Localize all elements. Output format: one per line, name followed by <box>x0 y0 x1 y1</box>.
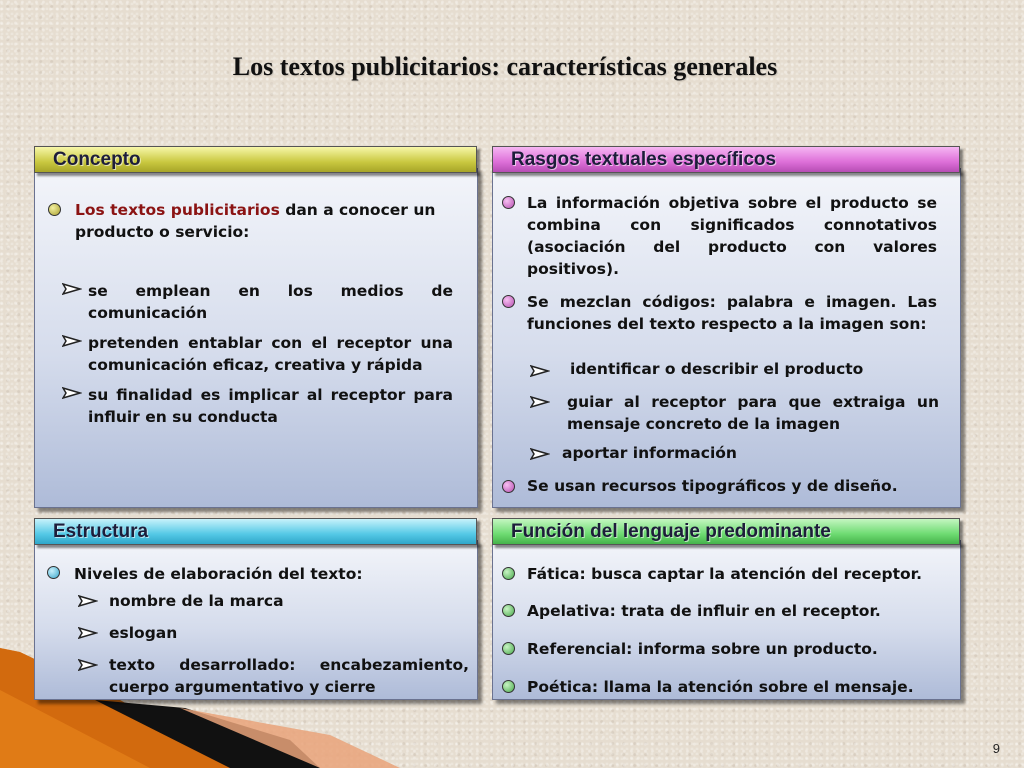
estructura-item: texto desarrollado: encabezamiento, cuerpo argumentativo y cierre <box>109 656 469 696</box>
concepto-item: pretenden entablar con el receptor una comunicación eficaz, creativa y rápida <box>88 334 453 374</box>
bullet-icon <box>502 295 515 308</box>
bullet-icon <box>502 196 515 209</box>
arrow-bullet-icon <box>62 335 82 347</box>
bullet-icon <box>502 604 515 617</box>
arrow-bullet-icon <box>530 448 550 460</box>
concepto-intro-text: dan a conocer un producto o servicio: <box>75 201 436 241</box>
rasgos-paragraph: Se usan recursos tipográficos y de diseño. <box>527 477 898 495</box>
rasgos-subitem: aportar información <box>562 444 737 462</box>
arrow-bullet-icon <box>62 283 82 295</box>
arrow-bullet-icon <box>62 387 82 399</box>
arrow-bullet-icon <box>530 396 550 408</box>
concepto-item: su finalidad es implicar al receptor para influir en su conducta <box>88 386 453 426</box>
rasgos-header: Rasgos textuales específicos <box>492 146 960 173</box>
concepto-intro <box>75 199 457 243</box>
rasgos-subitem: identificar o describir el producto <box>570 360 864 378</box>
funcion-item: Apelativa: trata de influir en el receptor. <box>527 602 881 620</box>
rasgos-subitem: guiar al receptor para que extraiga un mensaje concreto de la imagen <box>567 393 939 433</box>
estructura-item: eslogan <box>109 624 178 642</box>
funcion-item: Poética: llama la atención sobre el mensaje. <box>527 678 914 696</box>
arrow-bullet-icon <box>78 627 98 639</box>
estructura-item: nombre de la marca <box>109 592 284 610</box>
concepto-item: se emplean en los medios de comunicación <box>88 282 453 322</box>
page-title: Los textos publicitarios: características generales <box>232 52 778 81</box>
bullet-icon <box>502 567 515 580</box>
rasgos-paragraph: La información objetiva sobre el producto se combina con significados connotativos (asociación del producto con valores positivos). <box>527 194 937 278</box>
estructura-intro: Niveles de elaboración del texto: <box>74 565 363 583</box>
concepto-header: Concepto <box>34 146 477 173</box>
bullet-icon <box>502 642 515 655</box>
funcion-item: Fática: busca captar la atención del receptor. <box>527 565 922 583</box>
arrow-bullet-icon <box>78 659 98 671</box>
bullet-icon <box>47 566 60 579</box>
arrow-bullet-icon <box>78 595 98 607</box>
bullet-icon <box>502 480 515 493</box>
bullet-icon <box>502 680 515 693</box>
arrow-bullet-icon <box>530 365 550 377</box>
estructura-header: Estructura <box>34 518 477 545</box>
funcion-header: Función del lenguaje predominante <box>492 518 960 545</box>
bullet-icon <box>48 203 61 216</box>
rasgos-paragraph: Se mezclan códigos: palabra e imagen. Las funciones del texto respecto a la imagen son: <box>527 293 937 333</box>
funcion-item: Referencial: informa sobre un producto. <box>527 640 878 658</box>
page-number: 9 <box>992 741 1000 756</box>
concepto-intro-highlight: Los textos publicitarios <box>75 201 280 219</box>
